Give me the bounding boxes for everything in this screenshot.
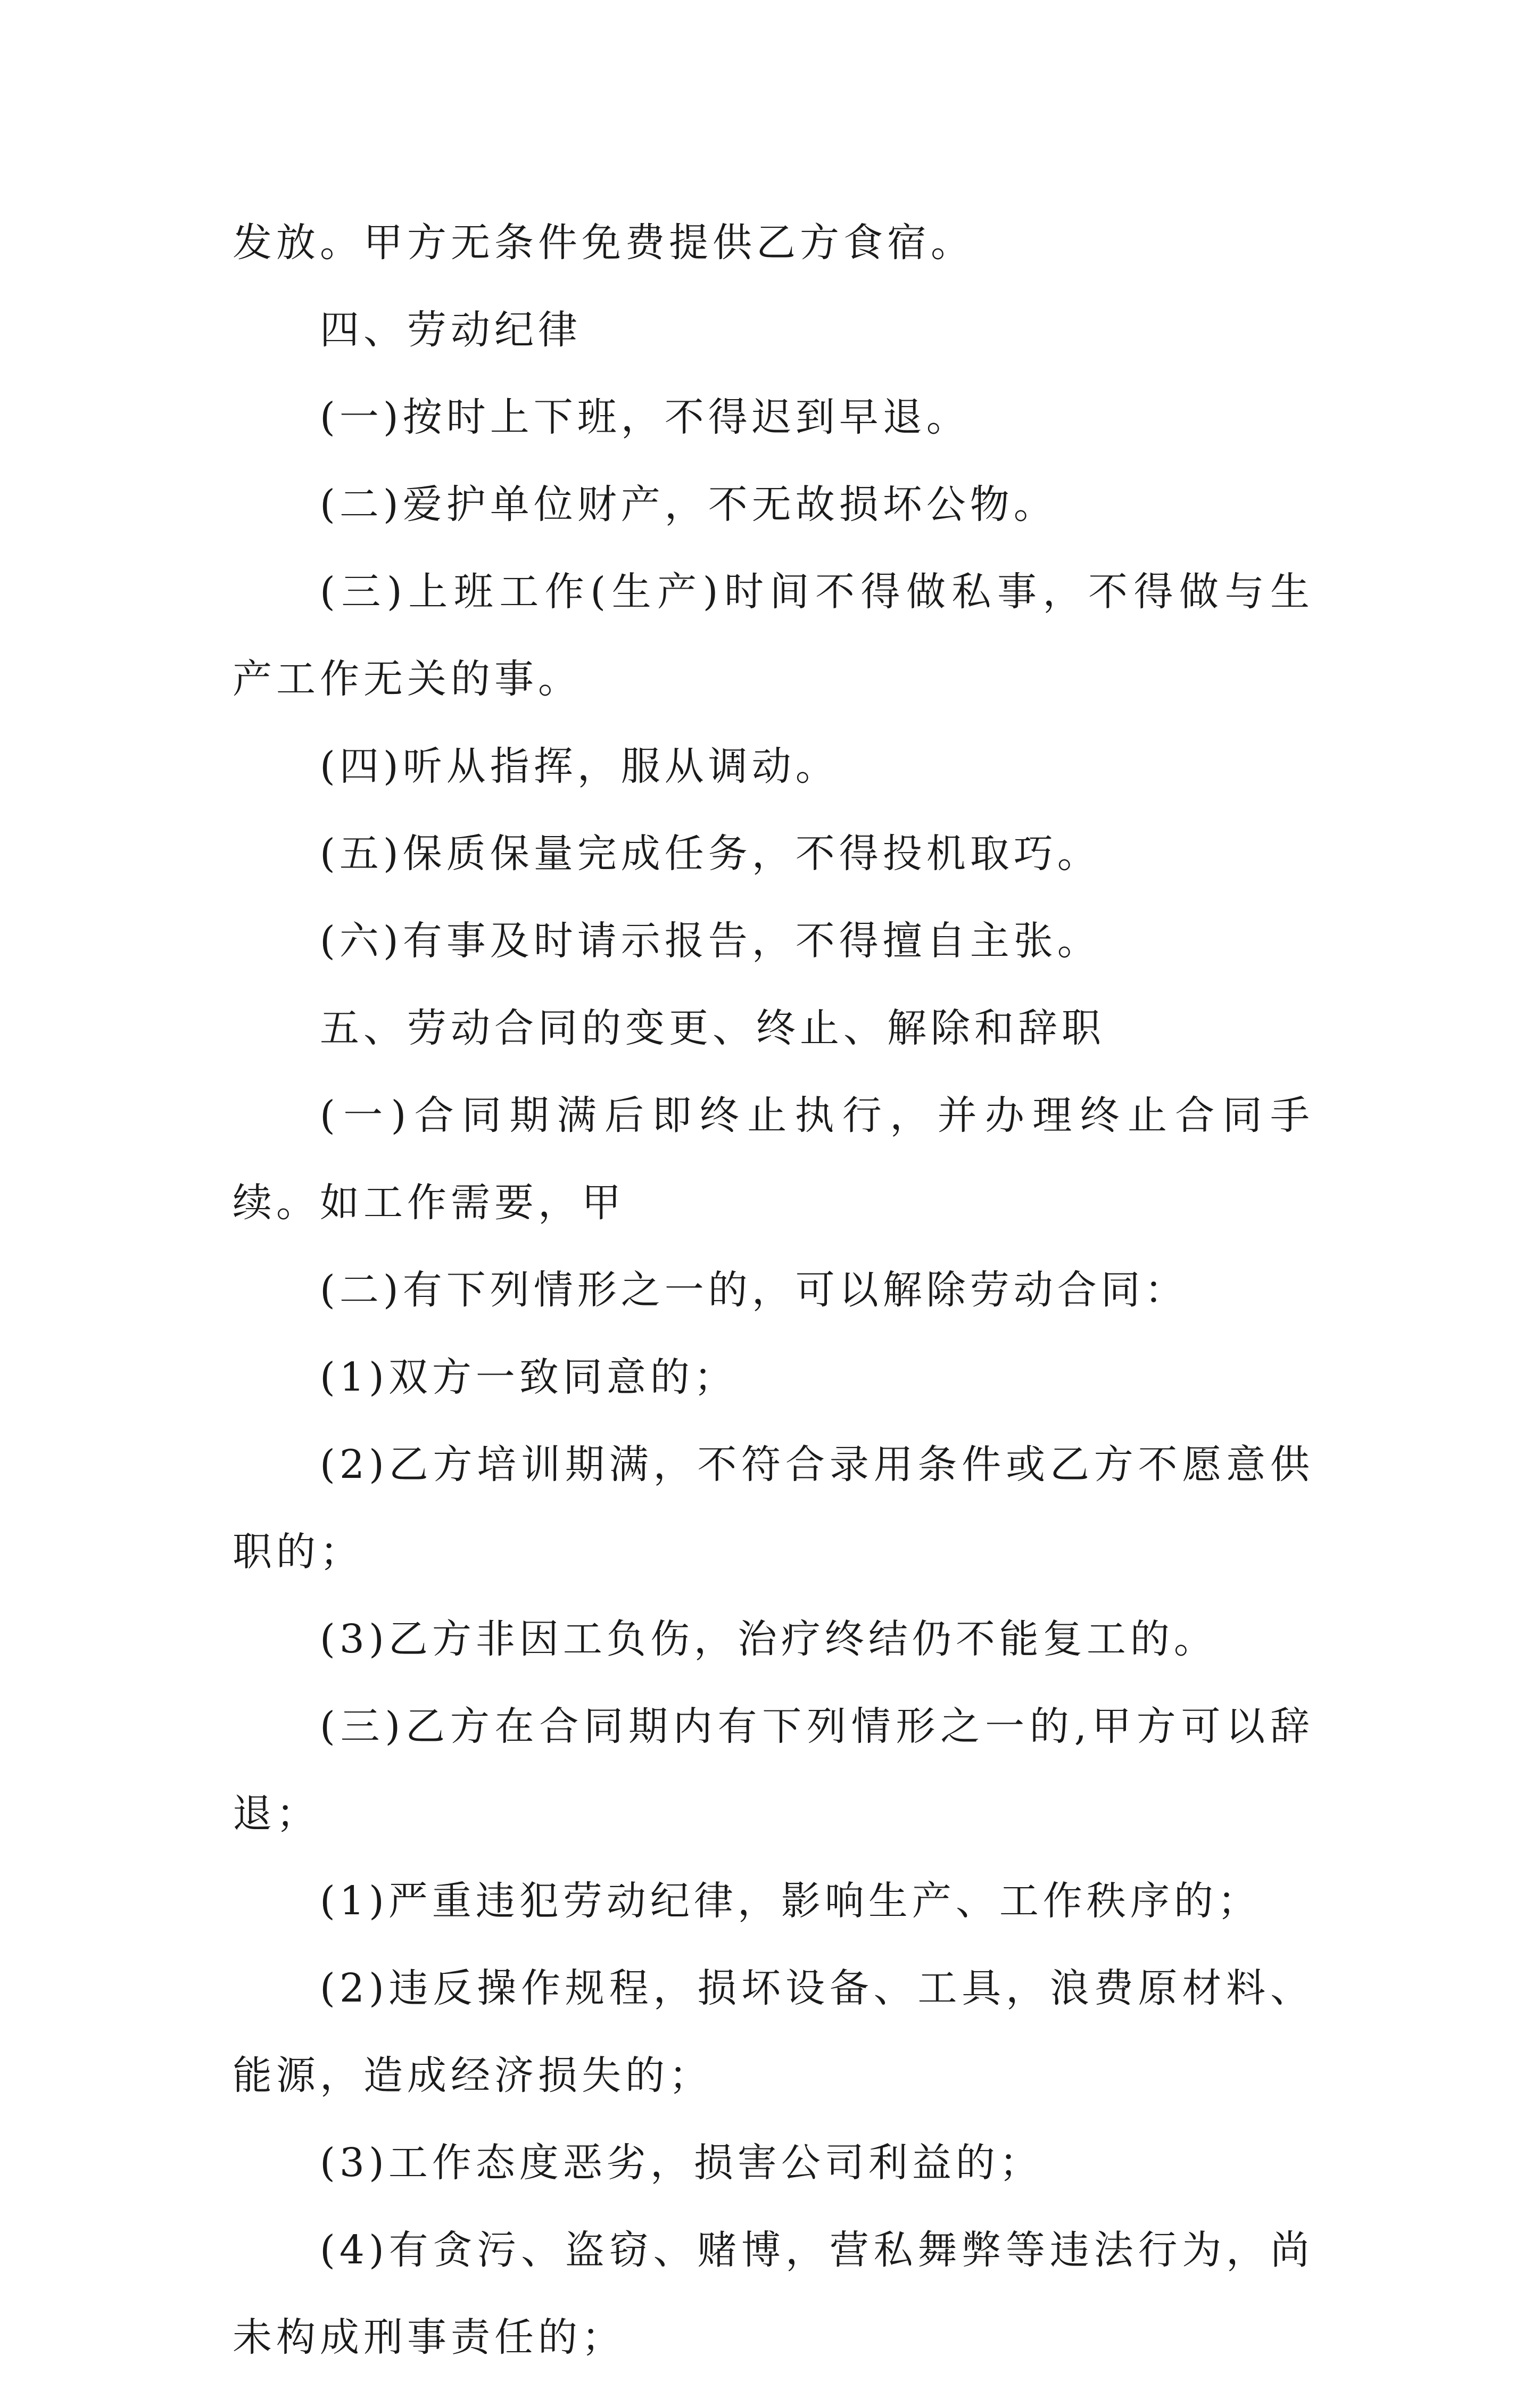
discipline-item-1: (一)按时上下班，不得迟到早退。 — [320, 394, 970, 440]
clause-2-item-3: (3)乙方非因工负伤，治疗终结仍不能复工的。 — [320, 1616, 1218, 1662]
section-heading-labor-discipline: 四、劳动纪律 — [320, 307, 582, 353]
clause-3-item-3: (3)工作态度恶劣，损害公司利益的； — [320, 2140, 1043, 2186]
discipline-item-3: (三)上班工作(生产)时间不得做私事，不得做与生产工作无关的事。 — [233, 569, 1314, 702]
discipline-item-6: (六)有事及时请示报告，不得擅自主张。 — [320, 918, 1101, 964]
contract-clause-1: (一)合同期满后即终止执行，并办理终止合同手续。如工作需要，甲 — [233, 1093, 1314, 1226]
contract-clause-2: (二)有下列情形之一的，可以解除劳动合同： — [320, 1267, 1188, 1313]
discipline-item-2: (二)爱护单位财产，不无故损坏公物。 — [320, 482, 1057, 527]
contract-clause-3: (三)乙方在合同期内有下列情形之一的,甲方可以辞退； — [233, 1704, 1314, 1837]
document-body — [233, 199, 1314, 2381]
discipline-item-5: (五)保质保量完成任务，不得投机取巧。 — [320, 831, 1101, 877]
clause-2-item-2: (2)乙方培训期满，不符合录用条件或乙方不愿意供职的； — [233, 1442, 1314, 1575]
clause-3-item-4: (4)有贪污、盗窃、赌博，营私舞弊等违法行为，尚未构成刑事责任的； — [233, 2227, 1314, 2360]
discipline-item-4: (四)听从指挥，服从调动。 — [320, 743, 839, 789]
section-heading-contract-changes: 五、劳动合同的变更、终止、解除和辞职 — [320, 1005, 1105, 1051]
clause-3-item-2: (2)违反操作规程，损坏设备、工具，浪费原材料、能源，造成经济损失的； — [233, 1965, 1314, 2098]
paragraph-continuation: 发放。甲方无条件免费提供乙方食宿。 — [233, 220, 974, 266]
clause-3-item-1: (1)严重违犯劳动纪律，影响生产、工作秩序的； — [320, 1878, 1261, 1924]
clause-2-item-1: (1)双方一致同意的； — [320, 1354, 738, 1400]
